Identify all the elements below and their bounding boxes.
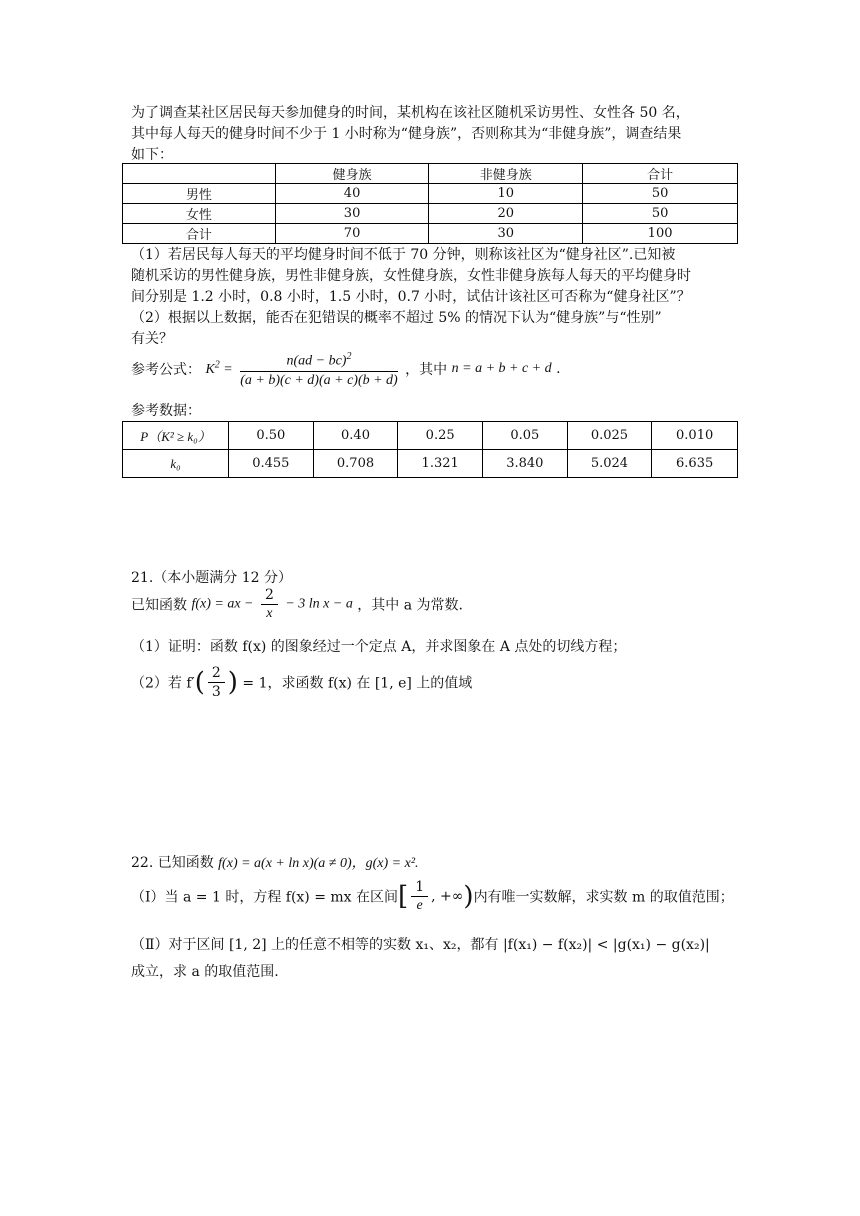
left-bracket: [ xyxy=(398,881,409,912)
problem21-title: 21.（本小题满分 12 分） xyxy=(131,570,292,586)
reference-formula xyxy=(131,348,561,390)
q1-line-3: 间分别是 1.2 小时，0.8 小时，1.5 小时，0.7 小时，试估计该社区可否称为“健身社区”？ xyxy=(131,289,691,305)
formula-tail-text: ，其中 xyxy=(405,361,452,378)
table-cell: 20 xyxy=(429,204,583,224)
table-cell: 50 xyxy=(583,204,738,224)
table-cell: 0.025 xyxy=(567,422,652,450)
survey-header-cell: 合计 xyxy=(583,164,738,184)
problem21-fraction xyxy=(261,586,278,623)
problem21-frac-den: x xyxy=(266,606,273,621)
formula-denominator: (a + b)(c + d)(a + c)(b + d) xyxy=(240,372,398,388)
problem21-part2-prefix: （2）若 f′ xyxy=(131,675,195,692)
table-cell: 50 xyxy=(583,184,738,204)
table-cell: 10 xyxy=(429,184,583,204)
survey-header-cell: 健身族 xyxy=(275,164,429,184)
reference-data-table xyxy=(122,421,738,478)
table-cell: 40 xyxy=(275,184,429,204)
problem21-frac-num: 2 xyxy=(261,586,278,605)
table-cell: 5.024 xyxy=(567,450,652,478)
problem21-part2-rest: = 1，求函数 f(x) 在 [1, e] 上的值域 xyxy=(237,675,473,692)
table-cell: 男性 xyxy=(123,184,276,204)
q1-line-2: 随机采访的男性健身族，男性非健身族，女性健身族，女性非健身族每人每天的平均健身时 xyxy=(131,268,691,284)
table-cell: 0.05 xyxy=(482,422,567,450)
intro-line-3: 如下： xyxy=(131,147,173,163)
survey-table xyxy=(122,163,738,244)
problem22-part2-line-1: （Ⅱ）对于区间 [1, 2] 上的任意不相等的实数 x₁、x₂，都有 |f(x₁) − f(x₂)| < |g(x₁) − g(x₂)| xyxy=(131,937,710,953)
table-cell: 0.25 xyxy=(398,422,483,450)
problem22-part1-den: e xyxy=(416,898,423,913)
formula-k: K xyxy=(205,362,215,378)
problem22-math: f(x) = a(x + ln x)(a ≠ 0)，g(x) = x². xyxy=(218,856,419,871)
formula-tail-math: n = a + b + c + d xyxy=(451,360,552,376)
problem22-part1-interval-tail: , +∞ xyxy=(431,888,464,905)
problem21-given-suffix: ，其中 a 为常数. xyxy=(357,597,463,614)
problem22-part2-line-2: 成立，求 a 的取值范围. xyxy=(131,964,279,980)
formula-period: . xyxy=(556,360,561,377)
problem21-part2-num: 2 xyxy=(208,664,225,683)
problem22-part1-rest: 内有唯一实数解，求实数 m 的取值范围； xyxy=(473,889,734,906)
problem22-part1 xyxy=(131,878,734,915)
ref-data-label: 参考数据： xyxy=(131,403,201,419)
problem21-fx: f(x) = ax − xyxy=(191,596,254,612)
survey-header-row xyxy=(123,164,738,184)
table-row xyxy=(123,204,738,224)
formula-label: 参考公式： xyxy=(131,361,201,378)
problem21-part2-den: 3 xyxy=(211,684,221,700)
p-header-cell: P（K² ≥ k₀） xyxy=(123,422,229,450)
table-row xyxy=(123,184,738,204)
table-cell: 1.321 xyxy=(398,450,483,478)
problem21-given-prefix: 已知函数 xyxy=(131,597,192,614)
table-cell: 0.50 xyxy=(229,422,314,450)
table-row xyxy=(123,450,738,478)
table-row xyxy=(123,422,738,450)
table-cell: 合计 xyxy=(123,224,276,244)
table-cell: 0.455 xyxy=(229,450,314,478)
problem22-part1-prefix: （Ⅰ）当 a = 1 时，方程 f(x) = mx 在区间 xyxy=(131,889,399,906)
q1-line-1: （1）若居民每人每天的平均健身时间不低于 70 分钟，则称该社区为“健身社区”.已知被 xyxy=(131,247,676,263)
formula-numerator: n(ad − bc)$^2$ xyxy=(240,348,398,372)
right-paren: ) xyxy=(227,667,238,698)
table-cell: 0.010 xyxy=(652,422,738,450)
q2-line-1: （2）根据以上数据，能否在犯错误的概率不超过 5% 的情况下认为“健身族”与“性别” xyxy=(131,310,662,326)
left-paren: ( xyxy=(194,667,205,698)
table-cell: 30 xyxy=(429,224,583,244)
intro-line-1: 为了调查某社区居民每天参加健身的时间，某机构在该社区随机采访男性、女性各 50 名， xyxy=(131,105,690,121)
table-row xyxy=(123,224,738,244)
table-cell: 70 xyxy=(275,224,429,244)
q2-line-2: 有关？ xyxy=(131,331,173,347)
problem21-fx-rest: − 3 ln x − a xyxy=(285,596,353,612)
survey-header-cell xyxy=(123,164,276,184)
right-paren: ) xyxy=(463,881,474,912)
problem22-line-1 xyxy=(131,853,419,874)
formula-fraction xyxy=(240,348,398,390)
formula-lhs: $K^2$ = xyxy=(205,359,233,378)
problem22-part1-num: 1 xyxy=(411,878,428,897)
table-cell: 0.40 xyxy=(313,422,398,450)
table-cell: 女性 xyxy=(123,204,276,224)
problem21-part1: （1）证明：函数 f(x) 的图象经过一个定点 A，并求图象在 A 点处的切线方程； xyxy=(131,639,627,655)
intro-line-2: 其中每人每天的健身时间不少于 1 小时称为“健身族”，否则称其为“非健身族”，调查结果 xyxy=(131,126,682,142)
problem21-part2-fraction xyxy=(208,664,225,701)
table-cell: 6.635 xyxy=(652,450,738,478)
survey-header-cell: 非健身族 xyxy=(429,164,583,184)
formula-numerator-text: n(ad − bc) xyxy=(286,353,347,369)
problem21-given xyxy=(131,586,463,623)
table-cell: 30 xyxy=(275,204,429,224)
problem22-part1-fraction xyxy=(411,878,428,915)
problem22-prefix: 22. 已知函数 xyxy=(131,855,219,871)
table-cell: 0.708 xyxy=(313,450,398,478)
table-cell: 100 xyxy=(583,224,738,244)
table-cell: 3.840 xyxy=(482,450,567,478)
problem21-part2 xyxy=(131,664,472,701)
k-header-cell: k₀ xyxy=(123,450,229,478)
